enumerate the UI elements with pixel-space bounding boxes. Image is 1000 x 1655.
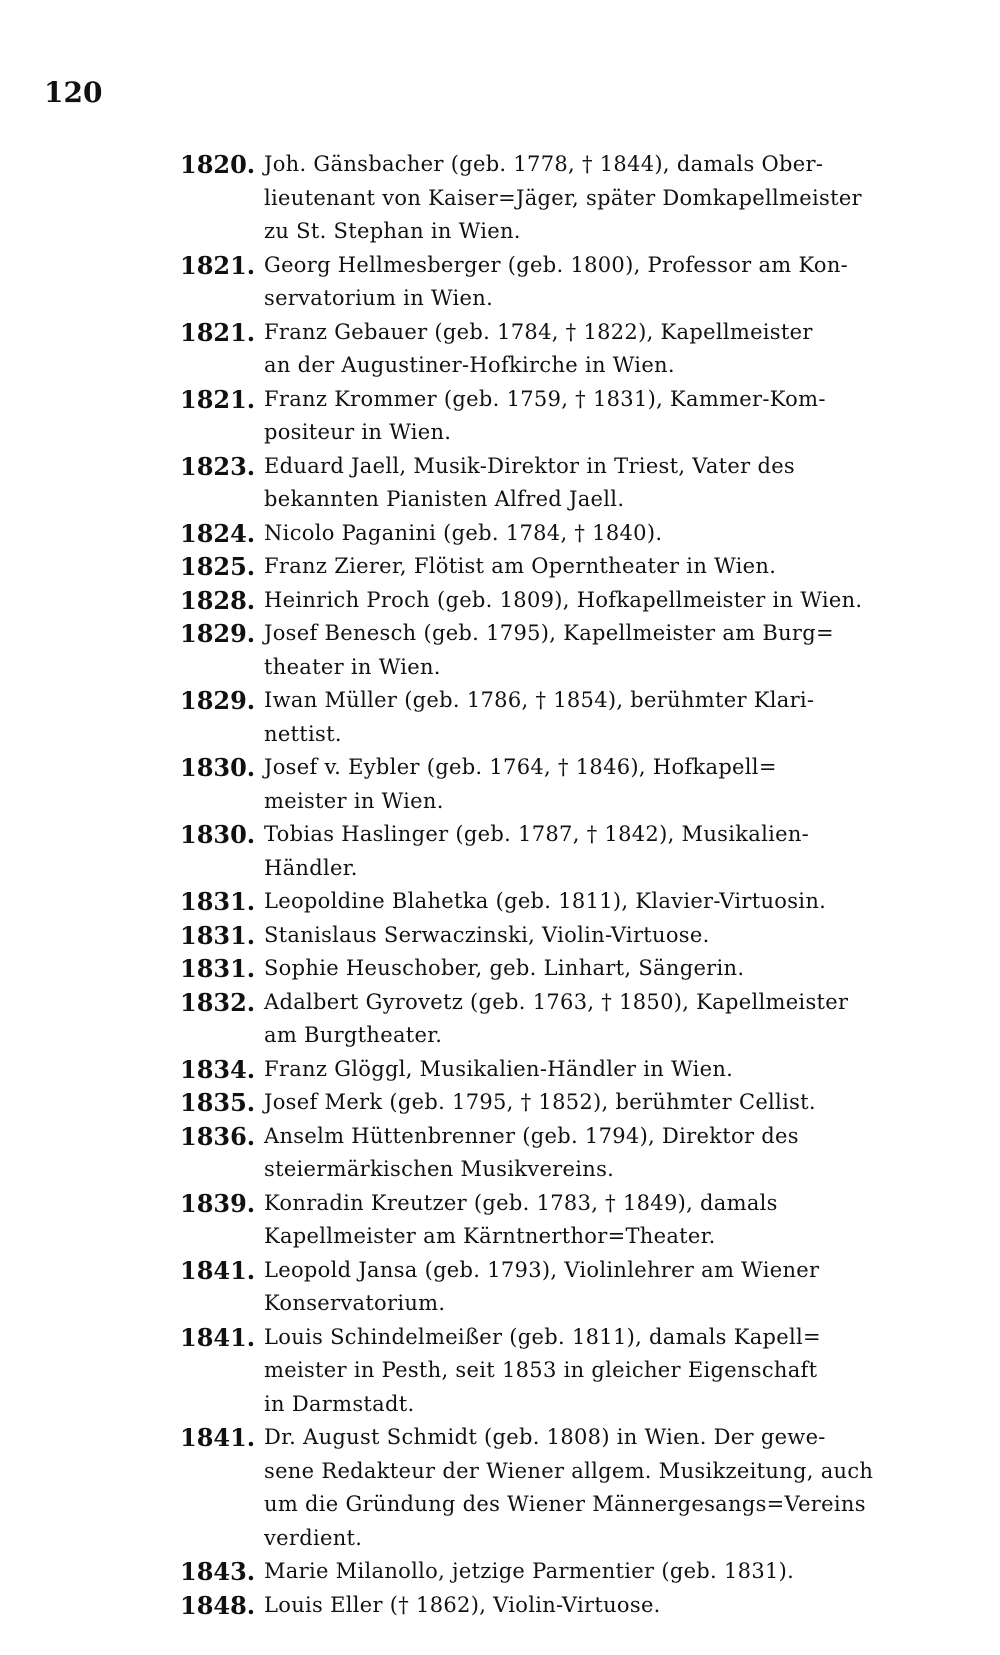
entry-year: 1841. [180, 1322, 256, 1352]
entry-line: Josef Merk (geb. 1795, † 1852), berühmter Cellist. [264, 1090, 816, 1114]
entry-year: 1836. [180, 1121, 256, 1151]
entry-line: Marie Milanollo, jetzige Parmentier (geb. 1831). [264, 1559, 795, 1583]
entry-line: Franz Krommer (geb. 1759, † 1831), Kammer-Kom- [264, 386, 826, 411]
entry-line: verdient. [264, 1525, 363, 1550]
list-item [180, 986, 900, 1053]
entry-line: sene Redakteur der Wiener allgem. Musikzeitung, auch [264, 1458, 874, 1483]
list-item [180, 885, 900, 919]
entry-line: Franz Gebauer (geb. 1784, † 1822), Kapellmeister [264, 319, 813, 344]
entry-text [264, 1053, 900, 1087]
list-item [180, 919, 900, 953]
entry-text [264, 1120, 900, 1187]
entry-text [264, 952, 900, 986]
entry-year: 1820. [180, 150, 256, 179]
entry-year: 1832. [180, 987, 256, 1017]
entry-text [264, 383, 900, 450]
entry-year: 1831. [180, 920, 256, 950]
entry-line: Dr. August Schmidt (geb. 1808) in Wien. Der gewe- [264, 1425, 826, 1449]
entry-text [264, 1086, 900, 1120]
entry-line: theater in Wien. [264, 654, 441, 679]
entry-text [264, 751, 900, 818]
entry-text [264, 919, 900, 953]
entry-text [264, 1555, 900, 1589]
list-item [180, 1421, 900, 1555]
entry-text [264, 986, 900, 1053]
list-item [180, 818, 900, 885]
entry-line: nettist. [264, 721, 342, 746]
entry-text [264, 148, 900, 249]
entry-line: Heinrich Proch (geb. 1809), Hofkapellmeister in Wien. [264, 587, 863, 612]
entry-year: 1839. [180, 1188, 256, 1218]
list-item [180, 1589, 900, 1623]
entry-line: Louis Eller († 1862), Violin-Virtuose. [264, 1592, 661, 1617]
entry-text [264, 1321, 900, 1422]
entry-year: 1821. [180, 317, 256, 347]
entry-year: 1828. [180, 585, 256, 615]
entry-line: Nicolo Paganini (geb. 1784, † 1840). [264, 520, 663, 545]
entry-text [264, 584, 900, 618]
entry-year: 1841. [180, 1255, 256, 1285]
entry-year: 1848. [180, 1590, 256, 1620]
entry-line: Anselm Hüttenbrenner (geb. 1794), Direktor des [264, 1123, 799, 1148]
entry-year: 1843. [180, 1557, 256, 1586]
list-item [180, 751, 900, 818]
entry-line: Leopold Jansa (geb. 1793), Violinlehrer am Wiener [264, 1257, 820, 1282]
entry-year: 1825. [180, 552, 256, 581]
entry-text [264, 885, 900, 919]
entry-text [264, 1187, 900, 1254]
entry-line: Adalbert Gyrovetz (geb. 1763, † 1850), Kapellmeister [264, 989, 849, 1014]
list-item [180, 1187, 900, 1254]
entry-year: 1841. [180, 1423, 256, 1452]
entry-year: 1821. [180, 384, 256, 414]
list-item [180, 1321, 900, 1422]
entry-line: Josef Benesch (geb. 1795), Kapellmeister am Burg= [264, 621, 834, 645]
entry-text [264, 684, 900, 751]
entry-text [264, 1421, 900, 1555]
list-item [180, 550, 900, 584]
entry-year: 1831. [180, 954, 256, 983]
entry-text [264, 249, 900, 316]
entry-year: 1824. [180, 518, 256, 548]
entry-line: um die Gründung des Wiener Männergesangs=Vereins [264, 1492, 866, 1516]
entry-line: Georg Hellmesberger (geb. 1800), Professor am Kon- [264, 252, 849, 277]
entry-line: steiermärkischen Musikvereins. [264, 1157, 615, 1181]
list-item [180, 617, 900, 684]
entry-text [264, 1254, 900, 1321]
entry-line: bekannten Pianisten Alfred Jaell. [264, 487, 625, 511]
entry-line: Stanislaus Serwaczinski, Violin-Virtuose. [264, 922, 710, 947]
entry-line: positeur in Wien. [264, 420, 452, 444]
entry-line: Tobias Haslinger (geb. 1787, † 1842), Musikalien- [264, 822, 810, 846]
list-item [180, 517, 900, 551]
entry-year: 1823. [180, 451, 256, 481]
entry-year: 1830. [180, 820, 256, 849]
entry-line: meister in Pesth, seit 1853 in gleicher Eigenschaft [264, 1358, 818, 1382]
entry-year: 1821. [180, 250, 256, 280]
entry-text [264, 617, 900, 684]
entry-text [264, 818, 900, 885]
list-item [180, 684, 900, 751]
entry-year: 1835. [180, 1088, 256, 1117]
list-item [180, 1254, 900, 1321]
entry-year: 1831. [180, 887, 256, 916]
entry-line: in Darmstadt. [264, 1391, 415, 1416]
entry-line: Franz Zierer, Flötist am Operntheater in Wien. [264, 554, 777, 578]
entry-text [264, 517, 900, 551]
entry-line: an der Augustiner-Hofkirche in Wien. [264, 353, 675, 377]
entry-line: Franz Glöggl, Musikalien-Händler in Wien. [264, 1056, 734, 1081]
entry-year: 1834. [180, 1054, 256, 1084]
entry-year: 1830. [180, 753, 256, 782]
entry-year: 1829. [180, 686, 256, 715]
list-item [180, 1120, 900, 1187]
entry-line: zu St. Stephan in Wien. [264, 219, 521, 243]
entry-text [264, 550, 900, 584]
list-item [180, 1555, 900, 1589]
entry-line: Sophie Heuschober, geb. Linhart, Sängerin. [264, 956, 745, 980]
list-item [180, 1086, 900, 1120]
entry-list [180, 148, 900, 1622]
list-item [180, 450, 900, 517]
list-item [180, 584, 900, 618]
entry-line: Leopoldine Blahetka (geb. 1811), Klavier-Virtuosin. [264, 889, 827, 913]
entry-text [264, 1589, 900, 1623]
entry-line: Händler. [264, 855, 358, 880]
entry-line: Iwan Müller (geb. 1786, † 1854), berühmter Klari- [264, 688, 815, 712]
entry-line: Joh. Gänsbacher (geb. 1778, † 1844), damals Ober- [264, 152, 824, 176]
list-item [180, 383, 900, 450]
entry-line: lieutenant von Kaiser=Jäger, später Domkapellmeister [264, 185, 862, 210]
list-item [180, 952, 900, 986]
entry-line: Josef v. Eybler (geb. 1764, † 1846), Hofkapell= [264, 755, 777, 779]
entry-text [264, 450, 900, 517]
list-item [180, 1053, 900, 1087]
entry-text [264, 316, 900, 383]
entry-line: meister in Wien. [264, 788, 444, 813]
list-item [180, 316, 900, 383]
list-item [180, 148, 900, 249]
list-item [180, 249, 900, 316]
entry-line: Konradin Kreutzer (geb. 1783, † 1849), damals [264, 1190, 778, 1215]
entry-year: 1829. [180, 619, 256, 648]
entry-line: Eduard Jaell, Musik-Direktor in Triest, Vater des [264, 453, 795, 478]
entry-line: Louis Schindelmeißer (geb. 1811), damals Kapell= [264, 1324, 821, 1349]
entry-line: am Burgtheater. [264, 1023, 443, 1047]
entry-line: Konservatorium. [264, 1291, 446, 1315]
entry-line: servatorium in Wien. [264, 286, 494, 310]
entry-line: Kapellmeister am Kärntnerthor=Theater. [264, 1224, 716, 1248]
page-number: 120 [44, 76, 103, 109]
